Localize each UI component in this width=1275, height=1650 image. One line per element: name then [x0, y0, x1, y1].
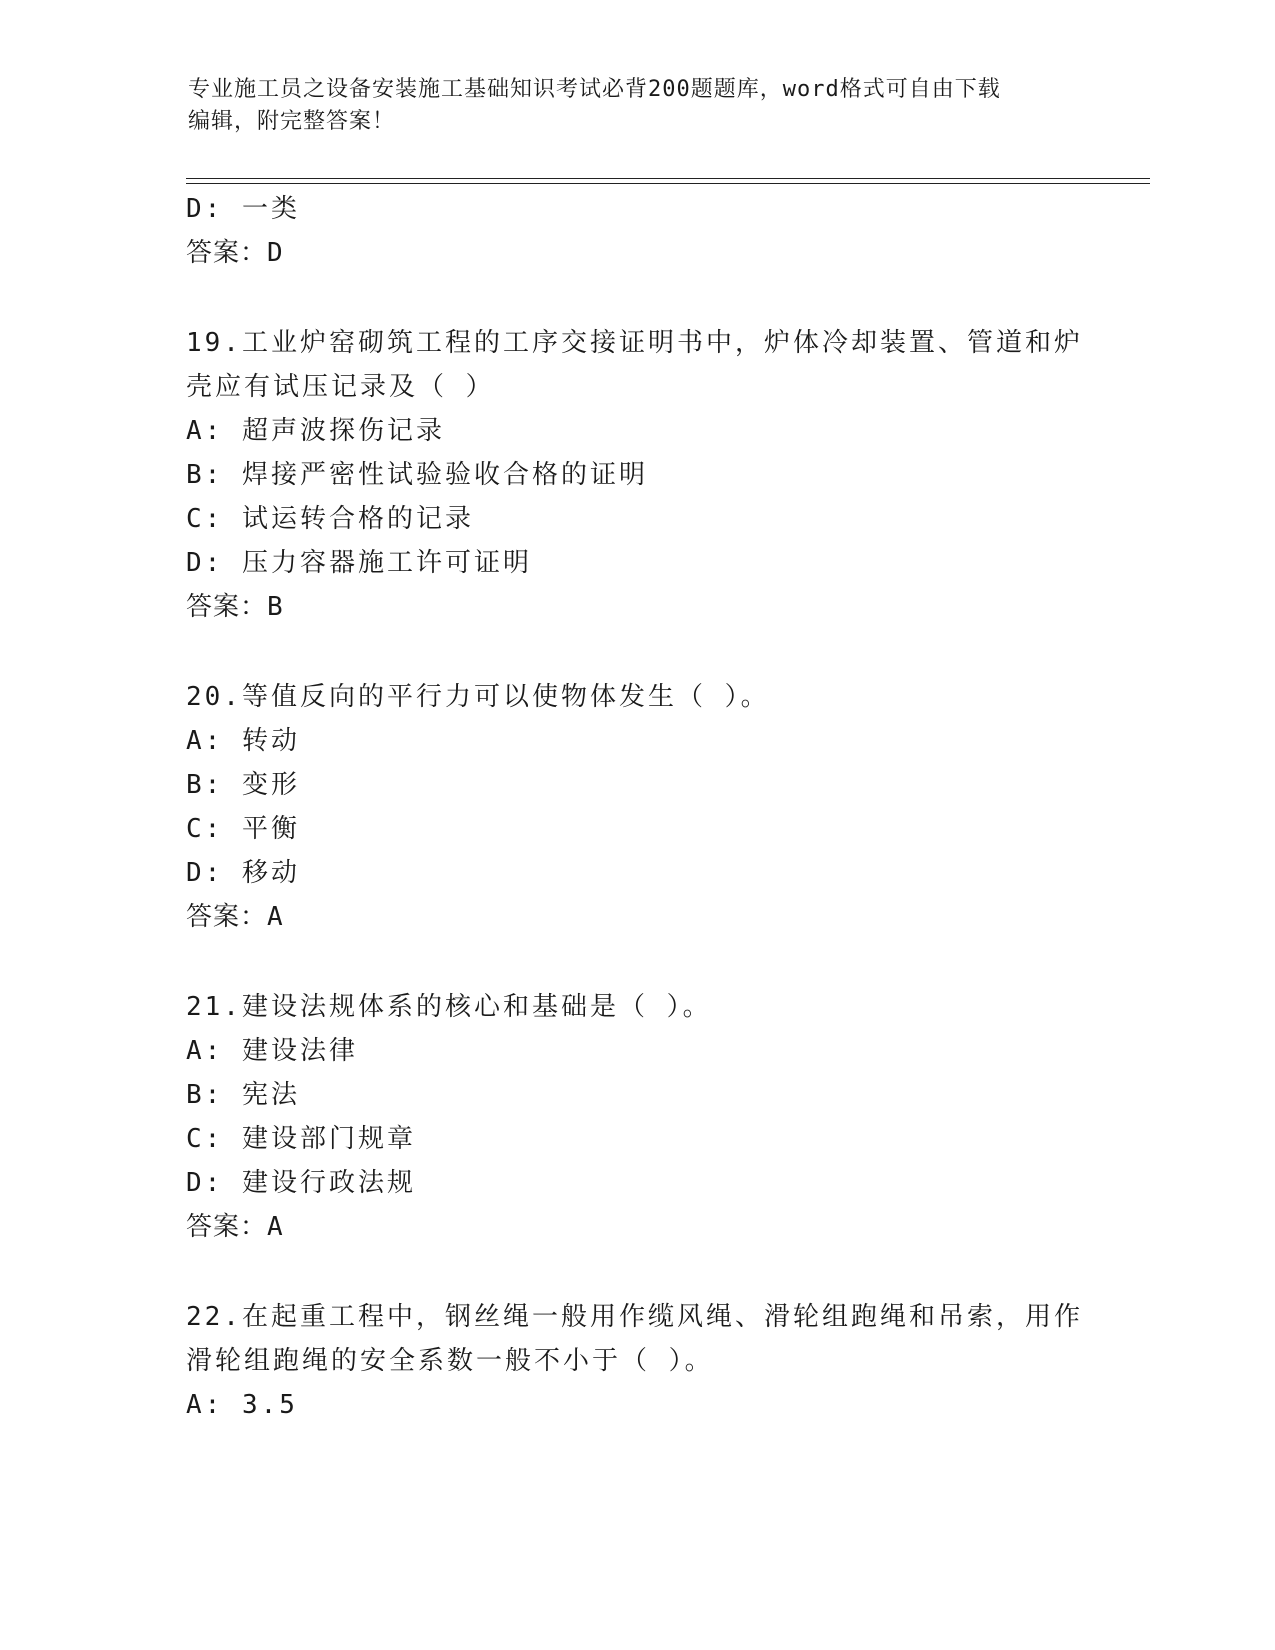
- document-header: [188, 74, 1088, 138]
- answer-line: 答案：D: [186, 238, 284, 268]
- question-21-option-d: D: 建设行政法规: [186, 1168, 416, 1198]
- question-19-option-a: A: 超声波探伤记录: [186, 416, 445, 446]
- header-divider-bottom: [186, 183, 1150, 184]
- question-22-text-cont: 滑轮组跑绳的安全系数一般不小于（ ）。: [186, 1346, 714, 1376]
- question-21-answer: 答案：A: [186, 1212, 284, 1242]
- question-19-option-c: C: 试运转合格的记录: [186, 504, 474, 534]
- question-21-text: 21.建设法规体系的核心和基础是（ ）。: [186, 992, 712, 1022]
- header-title-line-1: 专业施工员之设备安装施工基础知识考试必背200题题库，word格式可自由下载: [188, 77, 1001, 102]
- question-19-answer: 答案：B: [186, 592, 284, 622]
- question-19-text: 19.工业炉窑砌筑工程的工序交接证明书中，炉体冷却装置、管道和炉: [186, 328, 1083, 358]
- question-22-option-a: A: 3.5: [186, 1390, 298, 1420]
- question-20-option-b: B: 变形: [186, 770, 300, 800]
- question-21-option-b: B: 宪法: [186, 1080, 300, 1110]
- question-20-answer: 答案：A: [186, 902, 284, 932]
- question-20-option-a: A: 转动: [186, 726, 300, 756]
- question-21-option-a: A: 建设法律: [186, 1036, 358, 1066]
- option-d: D: 一类: [186, 194, 300, 224]
- question-19-text-cont: 壳应有试压记录及（ ）: [186, 372, 495, 402]
- question-19-option-b: B: 焊接严密性试验验收合格的证明: [186, 460, 648, 490]
- question-20-text: 20.等值反向的平行力可以使物体发生（ ）。: [186, 682, 770, 712]
- header-divider-top: [186, 178, 1150, 179]
- question-19-option-d: D: 压力容器施工许可证明: [186, 548, 532, 578]
- question-20-option-c: C: 平衡: [186, 814, 300, 844]
- header-title-line-2: 编辑，附完整答案！: [188, 109, 396, 134]
- question-21-option-c: C: 建设部门规章: [186, 1124, 416, 1154]
- question-20-option-d: D: 移动: [186, 858, 300, 888]
- question-22-text: 22.在起重工程中，钢丝绳一般用作缆风绳、滑轮组跑绳和吊索，用作: [186, 1302, 1083, 1332]
